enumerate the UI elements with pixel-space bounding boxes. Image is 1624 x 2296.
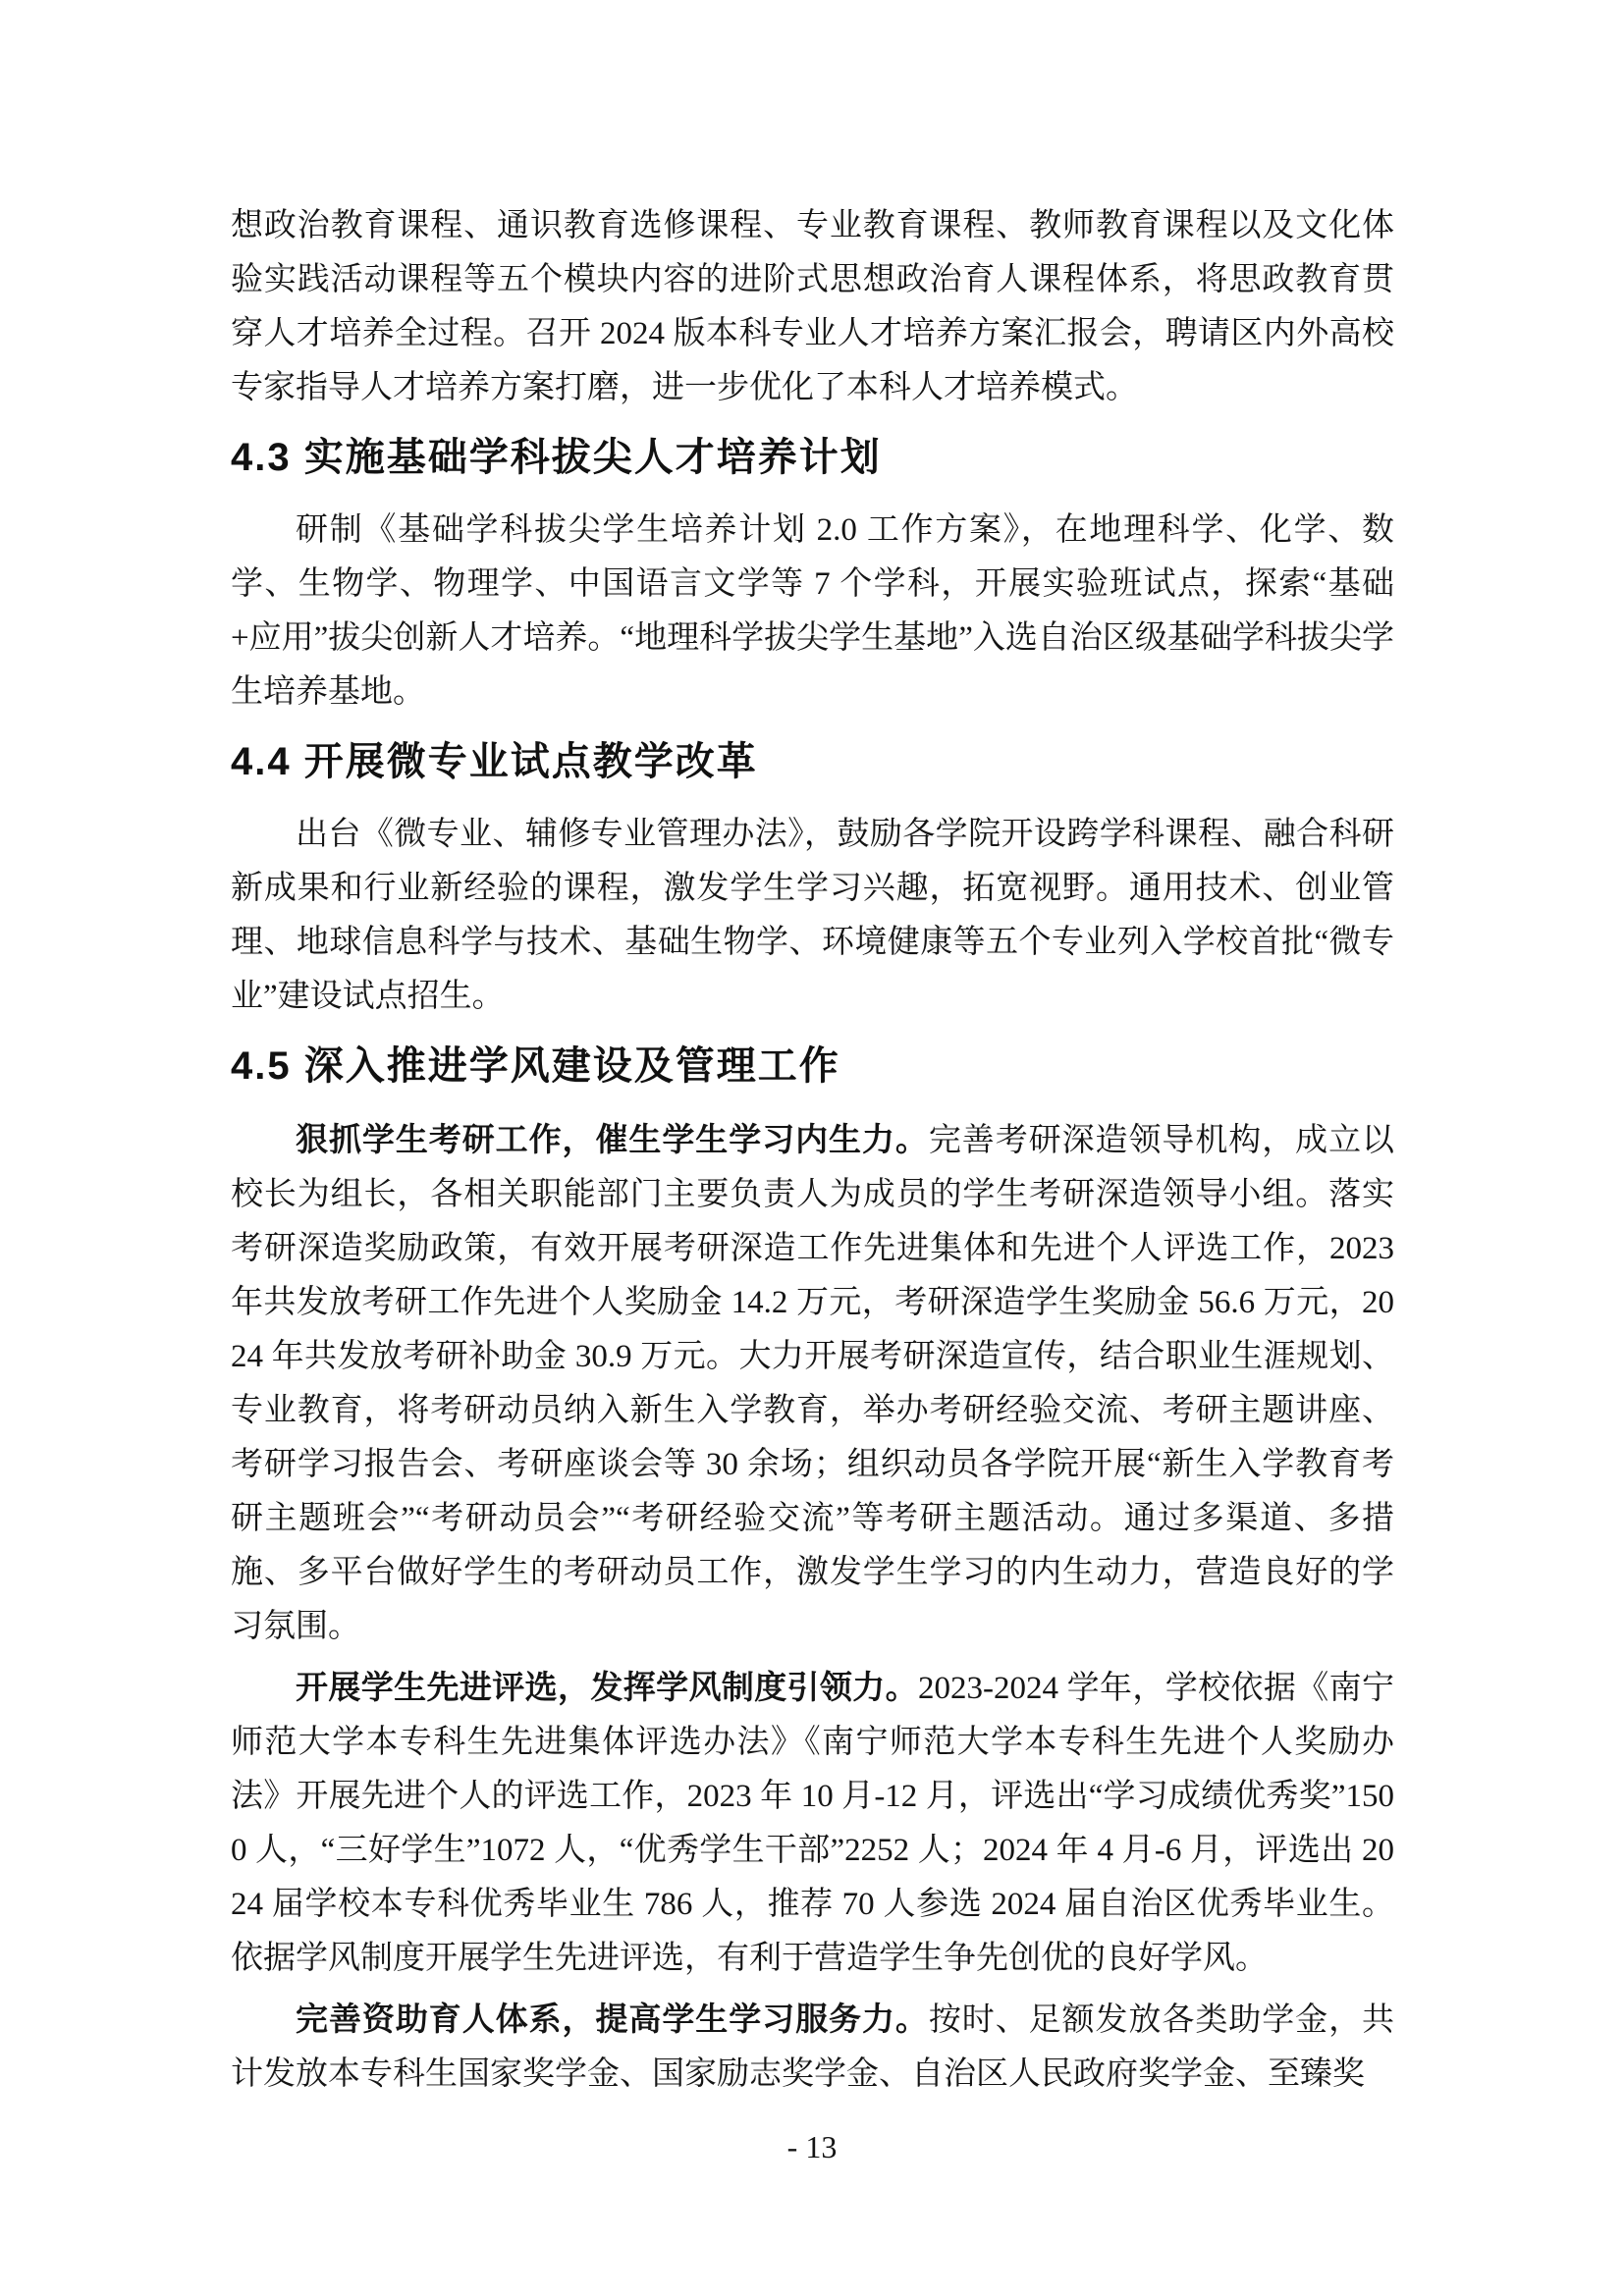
paragraph-text: 按时、足额发放各类助学金，共计发放本专科生国家奖学金、国家励志奖学金、自治区人民政府奖学金、至臻奖 — [231, 2002, 1394, 2092]
paragraph-text: 2023-2024 学年，学校依据《南宁师范大学本专科生先进集体评选办法》《南宁师范大学本专科生先进个人奖励办法》开展先进个人的评选工作，2023 年 10 月-12 月，评选出“学习成绩优秀奖”1500 人，“三好学生”1072 人，“优秀学生干部”2252 人；2024 年 4 月-6 月，评选出 2024 届学校本专科优秀毕业生 786 人，推荐 70 人参选 2024 届自治区优秀毕业生。依据学风制度开展学生先进评选，有利于营造学生争先创优的良好学风。 — [231, 1671, 1394, 1976]
continuation-paragraph: 想政治教育课程、通识教育选修课程、专业教育课程、教师教育课程以及文化体验实践活动课程等五个模块内容的进阶式思想政治育人课程体系，将思政教育贯穿人才培养全过程。召开 2024 版本科专业人才培养方案汇报会，聘请区内外高校专家指导人才培养方案打磨，进一步优化了本科人才培养模式。 — [231, 208, 1394, 405]
section-4-5-paragraph-1 — [231, 1112, 1394, 1654]
page-content — [231, 199, 1394, 2102]
section-4-3-paragraph: 研制《基础学科拔尖学生培养计划 2.0 工作方案》，在地理科学、化学、数学、生物学、物理学、中国语言文学等 7 个学科，开展实验班试点，探索“基础+应用”拔尖创新人才培养。“地理科学拔尖学生基地”入选自治区级基础学科拔尖学生培养基地。 — [231, 512, 1394, 710]
section-heading-4-5: 4.5 深入推进学风建设及管理工作 — [231, 1044, 840, 1088]
section-4-5-paragraph-3 — [231, 1992, 1394, 2102]
section-4-5-paragraph-2 — [231, 1660, 1394, 1986]
page-number: - 13 — [786, 2129, 838, 2164]
paragraph-text: 完善考研深造领导机构，成立以校长为组长，各相关职能部门主要负责人为成员的学生考研深造领导小组。落实考研深造奖励政策，有效开展考研深造工作先进集体和先进个人评选工作，2023 年共发放考研工作先进个人奖励金 14.2 万元，考研深造学生奖励金 56.6 万元，2024 年共发放考研补助金 30.9 万元。大力开展考研深造宣传，结合职业生涯规划、专业教育，将考研动员纳入新生入学教育，举办考研经验交流、考研主题讲座、考研学习报告会、考研座谈会等 30 余场；组织动员各学院开展“新生入学教育考研主题班会”“考研动员会”“考研经验交流”等考研主题活动。通过多渠道、多措施、多平台做好学生的考研动员工作，激发学生学习的内生动力，营造良好的学习氛围。 — [231, 1123, 1395, 1644]
section-heading-4-4: 4.4 开展微专业试点教学改革 — [231, 740, 758, 783]
section-heading-4-3: 4.3 实施基础学科拔尖人才培养计划 — [231, 436, 882, 479]
section-4-4-paragraph: 出台《微专业、辅修专业管理办法》，鼓励各学院开设跨学科课程、融合科研新成果和行业新经验的课程，激发学生学习兴趣，拓宽视野。通用技术、创业管理、地球信息科学与技术、基础生物学、环境健康等五个专业列入学校首批“微专业”建设试点招生。 — [231, 817, 1394, 1014]
paragraph-bold-lead: 开展学生先进评选，发挥学风制度引领力。 — [296, 1669, 919, 1705]
paragraph-bold-lead: 狠抓学生考研工作，催生学生学习内生力。 — [296, 1121, 929, 1157]
paragraph-bold-lead: 完善资助育人体系，提高学生学习服务力。 — [296, 2001, 929, 2037]
